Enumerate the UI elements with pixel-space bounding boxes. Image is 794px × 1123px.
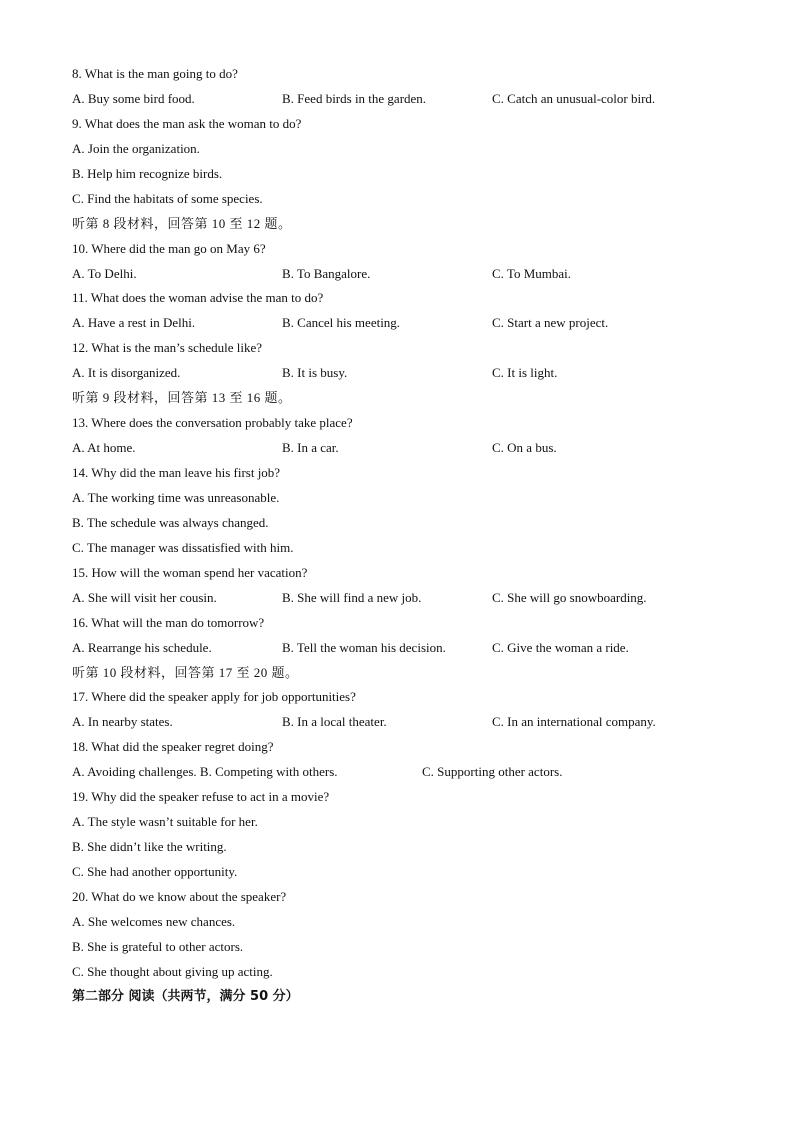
question-line: 20. What do we know about the speaker?: [72, 888, 287, 904]
options-row: [72, 262, 752, 287]
options-row: [72, 87, 752, 112]
question-line: 18. What did the speaker regret doing?: [72, 739, 274, 755]
answer-option: B. In a local theater.: [282, 714, 387, 730]
answer-option: A. It is disorganized.: [72, 365, 181, 381]
answer-option: B. To Bangalore.: [282, 265, 371, 281]
answer-option: C. It is light.: [492, 365, 558, 381]
question-line: 15. How will the woman spend her vacation?: [72, 564, 308, 580]
answer-option: C. Catch an unusual-color bird.: [492, 90, 656, 106]
options-row: [72, 636, 752, 661]
question-line: B. She didn’t like the writing.: [72, 839, 227, 855]
question-line: A. Join the organization.: [72, 140, 200, 156]
question-line: 11. What does the woman advise the man to do?: [72, 290, 324, 306]
options-row: [72, 710, 752, 735]
answer-option: C. Supporting other actors.: [422, 764, 563, 780]
answer-option: B. Tell the woman his decision.: [282, 639, 446, 655]
answer-option: B. In a car.: [282, 440, 339, 456]
options-row: [72, 760, 752, 785]
options-row: [72, 436, 752, 461]
answer-option: A. She will visit her cousin.: [72, 589, 217, 605]
question-line: B. She is grateful to other actors.: [72, 938, 244, 954]
question-line: C. She thought about giving up acting.: [72, 963, 273, 979]
answer-option: B. Feed birds in the garden.: [282, 90, 427, 106]
answer-option: A. In nearby states.: [72, 714, 173, 730]
part-heading: 第二部分 阅读（共两节，满分 50 分）: [72, 988, 299, 1004]
question-line: 19. Why did the speaker refuse to act in a movie?: [72, 789, 330, 805]
answer-option: A. To Delhi.: [72, 265, 137, 281]
question-line: 17. Where did the speaker apply for job opportunities?: [72, 689, 356, 705]
document-page: [72, 62, 752, 1010]
question-line: 14. Why did the man leave his first job?: [72, 465, 281, 480]
answer-option: A. Avoiding challenges. B. Competing with others.: [72, 764, 338, 780]
answer-option: A. At home.: [72, 440, 136, 456]
question-line: A. The working time was unreasonable.: [72, 489, 280, 505]
answer-option: C. She will go snowboarding.: [492, 589, 647, 605]
answer-option: C. In an international company.: [492, 714, 656, 730]
question-line: 9. What does the man ask the woman to do?: [72, 115, 302, 131]
question-line: 13. Where does the conversation probably take place?: [72, 415, 353, 431]
answer-option: A. Buy some bird food.: [72, 90, 195, 106]
answer-option: B. Cancel his meeting.: [282, 315, 401, 331]
question-line: C. The manager was dissatisfied with him.: [72, 539, 294, 555]
question-line: B. Help him recognize birds.: [72, 165, 223, 181]
question-line: 16. What will the man do tomorrow?: [72, 614, 265, 630]
answer-option: C. Give the woman a ride.: [492, 639, 629, 655]
options-row: [72, 361, 752, 386]
section-heading: 听第 10 段材料，回答第 17 至 20 题。: [72, 664, 299, 680]
answer-option: B. She will find a new job.: [282, 589, 422, 605]
question-line: B. The schedule was always changed.: [72, 514, 269, 530]
answer-option: C. On a bus.: [492, 440, 557, 456]
answer-option: C. To Mumbai.: [492, 265, 572, 281]
question-line: 10. Where did the man go on May 6?: [72, 240, 266, 256]
options-row: [72, 311, 752, 336]
question-line: A. She welcomes new chances.: [72, 913, 236, 929]
answer-option: A. Have a rest in Delhi.: [72, 315, 196, 331]
question-line: A. The style wasn’t suitable for her.: [72, 814, 258, 830]
question-line: 12. What is the man’s schedule like?: [72, 340, 263, 356]
section-heading: 听第 9 段材料，回答第 13 至 16 题。: [72, 390, 292, 406]
question-line: C. She had another opportunity.: [72, 864, 238, 879]
question-line: C. Find the habitats of some species.: [72, 190, 263, 206]
answer-option: C. Start a new project.: [492, 315, 609, 331]
answer-option: B. It is busy.: [282, 365, 348, 381]
options-row: [72, 586, 752, 611]
question-line: 8. What is the man going to do?: [72, 66, 238, 81]
answer-option: A. Rearrange his schedule.: [72, 639, 212, 655]
section-heading: 听第 8 段材料，回答第 10 至 12 题。: [72, 215, 292, 231]
